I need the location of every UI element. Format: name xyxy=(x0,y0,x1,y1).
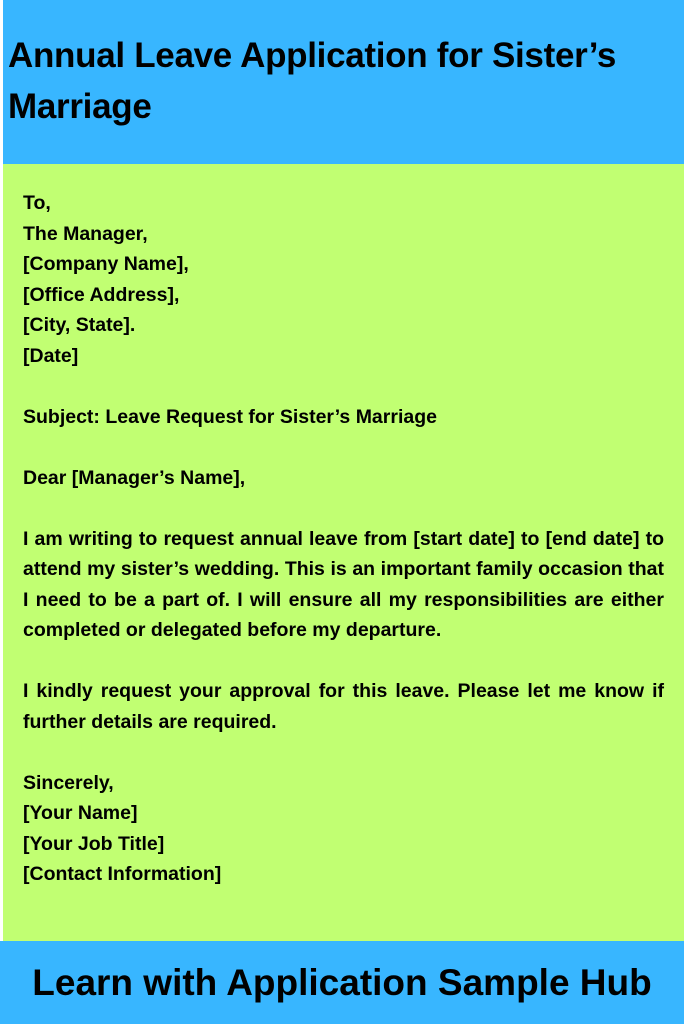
signature-block xyxy=(23,798,664,890)
letter-subject: Subject: Leave Request for Sister’s Marriage xyxy=(23,405,437,428)
letter-salutation: Dear [Manager’s Name], xyxy=(23,466,246,489)
address-line: [Office Address], xyxy=(23,283,180,306)
address-line: To, xyxy=(23,192,51,214)
letter-paragraph: I am writing to request annual leave from [start date] to [end date] to attend my sister’s wedding. This is an important family occasion that I need to be a part of. I will ensure all my responsibilities are either completed or delegated before my departure. xyxy=(23,527,664,641)
address-line: [City, State]. xyxy=(23,314,136,336)
footer-text: Learn with Application Sample Hub xyxy=(32,961,652,1003)
signature-line: [Your Job Title] xyxy=(23,832,165,855)
footer-banner xyxy=(0,941,684,1024)
header-banner xyxy=(3,0,684,164)
letter-body xyxy=(3,164,684,941)
letter-paragraph: I kindly request your approval for this leave. Please let me know if further details are required. xyxy=(23,680,664,733)
address-line: [Company Name], xyxy=(23,253,189,275)
address-line: The Manager, xyxy=(23,222,148,245)
signature-line: [Contact Information] xyxy=(23,863,222,885)
recipient-address xyxy=(23,188,664,371)
page-title: Annual Leave Application for Sister’s Marriage xyxy=(8,36,617,126)
letter-closing: Sincerely, xyxy=(23,771,114,794)
signature-line: [Your Name] xyxy=(23,802,138,824)
address-line: [Date] xyxy=(23,344,79,367)
